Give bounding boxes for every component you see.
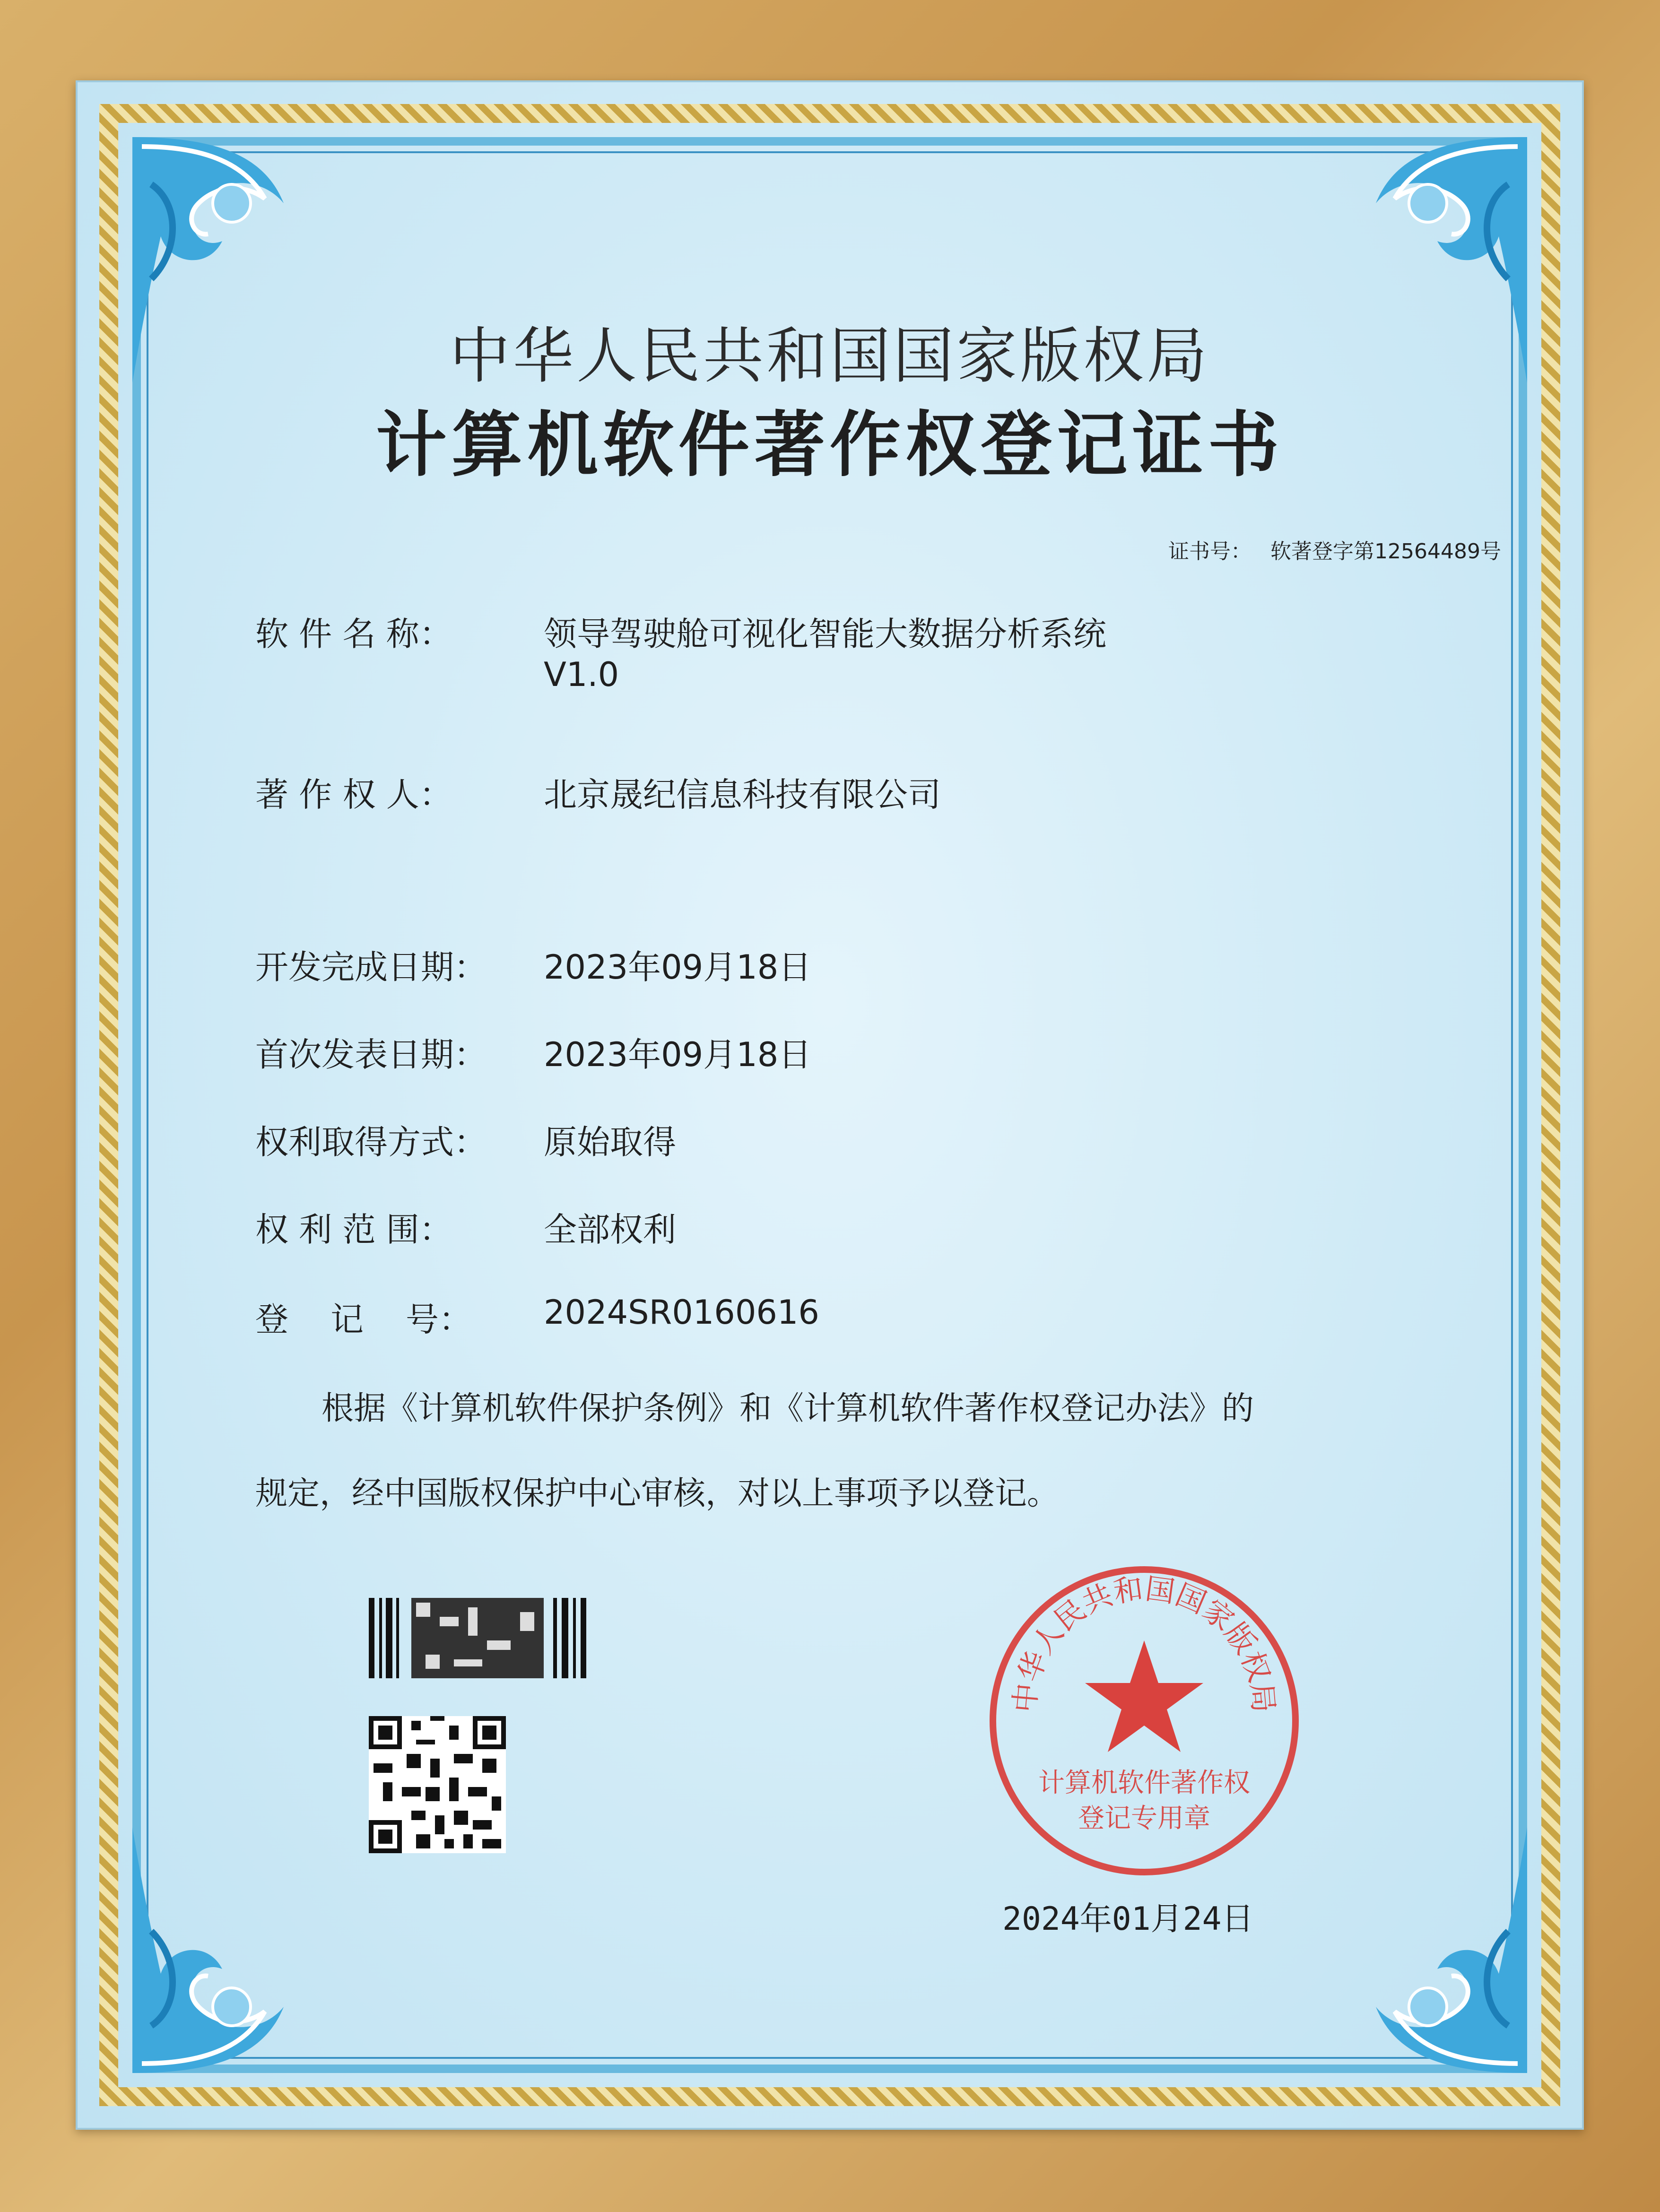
software-name-line2: V1.0 (544, 655, 619, 694)
certificate-title: 计算机软件著作权登记证书 (375, 404, 1284, 486)
field-value: 北京晟纪信息科技有限公司 (544, 775, 941, 814)
certificate-number (1149, 534, 1501, 564)
corner-ornament (123, 1818, 388, 2082)
field-label: 权利取得方式： (255, 1123, 487, 1162)
field-software-name (255, 607, 1106, 694)
field-value: 2023年09月18日 (544, 1035, 812, 1074)
field-first-publication-date (255, 1028, 811, 1076)
field-label: 登 记 号： (255, 1300, 472, 1339)
statement-line1: 根据《计算机软件保护条例》和《计算机软件著作权登记办法》的 (322, 1390, 1254, 1427)
software-name-line1: 领导驾驶舱可视化智能大数据分析系统 (544, 615, 1106, 653)
field-label: 软 件 名 称： (255, 615, 452, 653)
statement-line2: 规定，经中国版权保护中心审核，对以上事项予以登记。 (255, 1475, 1060, 1512)
issuing-authority: 中华人民共和国国家版权局 (449, 321, 1210, 391)
field-completion-date (255, 941, 811, 989)
field-copyright-owner (255, 768, 941, 816)
seal-ring-text: 中华人民共和国国家版权局 (1007, 1571, 1281, 1714)
official-seal (974, 1551, 1314, 1891)
field-registration-number (255, 1293, 819, 1341)
seal-inner-line2: 登记专用章 (1078, 1803, 1210, 1834)
certificate-number-label: 证书号： (1168, 539, 1252, 564)
field-value: 原始取得 (544, 1123, 676, 1162)
field-label: 著 作 权 人： (255, 775, 452, 814)
field-label: 开发完成日期： (255, 948, 487, 987)
field-value: 2024SR0160616 (544, 1293, 819, 1332)
field-acquisition-method (255, 1116, 676, 1163)
seal-inner-line1: 计算机软件著作权 (1038, 1768, 1250, 1798)
issue-date: 2024年01月24日 (1002, 1900, 1254, 1938)
field-label: 权 利 范 围： (255, 1210, 452, 1249)
certificate-number-value: 软著登字第12564489号 (1270, 539, 1501, 564)
field-label: 首次发表日期： (255, 1035, 487, 1074)
field-value: 全部权利 (544, 1210, 676, 1249)
qr-code (369, 1716, 506, 1853)
field-value (544, 607, 1106, 694)
certificate-paper (76, 80, 1584, 2130)
field-rights-scope (255, 1203, 676, 1251)
field-value: 2023年09月18日 (544, 948, 812, 987)
barcode (369, 1598, 591, 1678)
